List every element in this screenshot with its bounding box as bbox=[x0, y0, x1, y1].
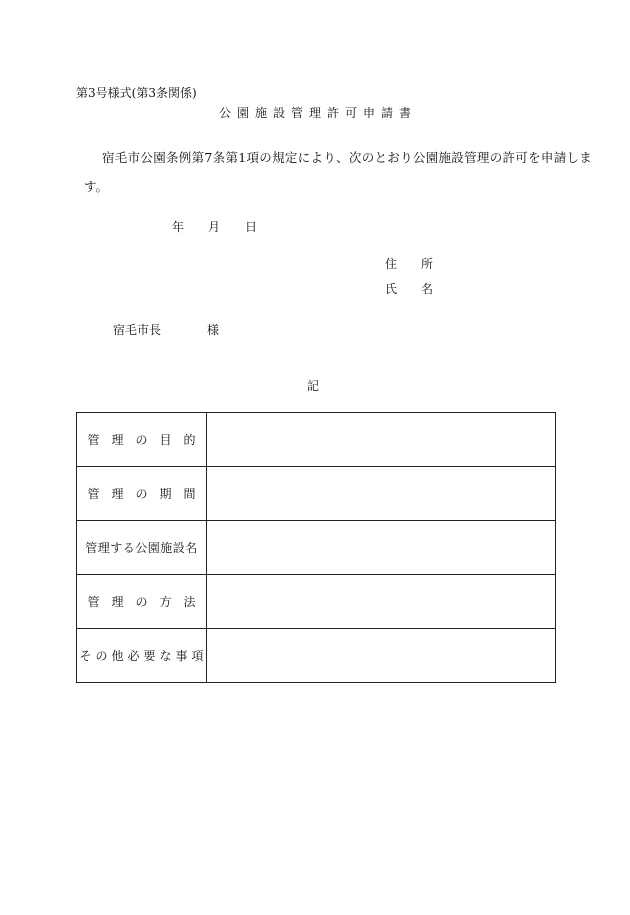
row-label-cell bbox=[77, 467, 207, 521]
row-label: 管理する公園施設名 bbox=[85, 541, 198, 555]
address-label: 住所 bbox=[385, 257, 458, 271]
addressee-honorific: 様 bbox=[207, 323, 220, 337]
row-label-cell bbox=[77, 413, 207, 467]
table-row bbox=[77, 575, 556, 629]
row-value-cell[interactable] bbox=[207, 521, 556, 575]
row-label: 管理の目的 bbox=[87, 433, 208, 447]
row-label: 管理の期間 bbox=[87, 487, 208, 501]
table-row bbox=[77, 629, 556, 683]
row-label-cell bbox=[77, 575, 207, 629]
table-row bbox=[77, 413, 556, 467]
row-label: その他必要な事項 bbox=[79, 649, 208, 663]
name-label: 氏名 bbox=[385, 282, 458, 296]
date-month-label: 月 bbox=[208, 220, 221, 234]
row-value-cell[interactable] bbox=[207, 467, 556, 521]
row-value-cell[interactable] bbox=[207, 629, 556, 683]
addressee-name: 宿毛市長 bbox=[113, 323, 162, 337]
date-day-label: 日 bbox=[245, 220, 258, 234]
row-label-cell bbox=[77, 629, 207, 683]
application-items-table bbox=[76, 412, 556, 683]
row-label: 管理の方法 bbox=[87, 595, 208, 609]
note-heading: 記 bbox=[307, 379, 320, 393]
row-value-cell[interactable] bbox=[207, 413, 556, 467]
table-row bbox=[77, 467, 556, 521]
body-text-line-1: 宿毛市公園条例第7条第1項の規定により、次のとおり公園施設管理の許可を申請しま bbox=[102, 150, 593, 165]
date-year-label: 年 bbox=[172, 220, 185, 234]
row-label-cell bbox=[77, 521, 207, 575]
table-row bbox=[77, 521, 556, 575]
row-value-cell[interactable] bbox=[207, 575, 556, 629]
document-title: 公園施設管理許可申請書 bbox=[219, 106, 418, 120]
body-text-line-2: す。 bbox=[84, 179, 109, 194]
form-number: 第3号様式(第3条関係) bbox=[76, 86, 197, 100]
